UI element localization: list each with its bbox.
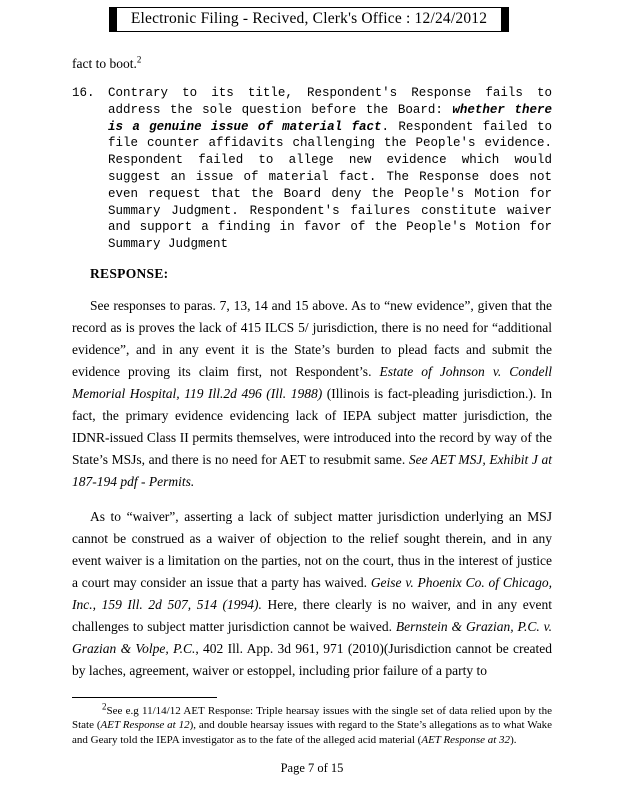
paragraph-segment: Here, there clearly is no waiver, and in any event challenges to subject matter jurisdiction cannot be waived. — [72, 596, 552, 634]
document-content — [0, 56, 618, 776]
footnote-citation: AET Response at 12 — [100, 719, 190, 732]
emphasized-phrase: whether there is a genuine issue of material fact — [108, 102, 552, 134]
footnote-reference-mark: 2 — [136, 54, 142, 65]
page-number: Page 7 of 15 — [280, 761, 344, 776]
paragraph-16-segment: Contrary to its title, Respondent's Response fails to address the sole question before the Board: — [108, 86, 552, 117]
numbered-paragraph-16 — [72, 85, 552, 253]
intro-line — [72, 56, 552, 72]
footnote-separator — [72, 697, 217, 698]
footnote-segment: See e.g 11/14/12 AET Response: Triple hearsay issues with the single set of data relied upon by the State ( — [72, 704, 552, 732]
paragraph-segment: As to “waiver”, asserting a lack of subject matter jurisdiction underlying an MSJ cannot be construed as a waiver of objection to the relief sought therein, and in any event waiver is a limitation on the parties, not on the court, thus in the interest of justice a court may consider an issue that a party has waived. — [72, 508, 552, 590]
paragraph-number: 16. — [72, 86, 95, 100]
response-paragraph-2 — [72, 506, 552, 682]
paragraph-segment: , 402 Ill. App. 3d 961, 971 (2010)(Jurisdiction cannot be created by laches, agreement, waiver or estoppel, including prior failure of a party to — [72, 640, 552, 678]
response-paragraph-1 — [72, 295, 552, 493]
footnote-segment: ). — [510, 733, 517, 746]
footnote-block — [72, 697, 552, 748]
footnote-citation: AET Response at 32 — [421, 733, 511, 746]
footnote-number: 2 — [102, 701, 107, 712]
footnote-segment: ), and double hearsay issues with regard to the State’s allegations as to what Wake and Geary told the IEPA investigator as to the fate of the alleged acid material ( — [72, 719, 552, 746]
paragraph-segment: (Illinois is fact-pleading jurisdiction.). In fact, the primary evidence evidencing lack of IEPA subject matter jurisdiction, the IDNR-issued Class II permits themselves, were introduced into the record by way of the State’s MSJs, and there is no need for AET to resubmit same. — [72, 385, 552, 467]
case-citation: Bernstein & Grazian, P.C. v. Grazian & Volpe, P.C. — [72, 618, 552, 656]
efile-stamp — [109, 7, 509, 32]
stamp-left-bar-icon — [109, 7, 117, 32]
footnote-2 — [72, 701, 552, 748]
paragraph-segment: See responses to paras. 7, 13, 14 and 15 above. As to “new evidence”, given that the record as is proves the lack of 415 ILCS 5/ jurisdiction, there is no need for “additional evidence”, and in any event it is the State’s burden to plead facts and submit the evidence proving its claim first, not Respondent’s. — [72, 297, 552, 379]
paragraph-16-segment: . Respondent failed to file counter affidavits challenging the People's evidence. Respondent failed to allege new evidence which would suggest an issue of material fact. The Response does not even request that the Board deny the People's Motion for Summary Judgment. Respondent's failures constitute waiver and support a finding in favor of the People's Motion for Summary Judgment — [108, 119, 553, 252]
paragraph-16-text — [108, 85, 552, 253]
response-label: RESPONSE: — [90, 265, 169, 281]
case-citation: Estate of Johnson v. Condell Memorial Hospital, 119 Ill.2d 496 (Ill. 1988) — [72, 363, 552, 401]
intro-text: fact to boot. — [72, 56, 137, 71]
case-citation: Geise v. Phoenix Co. of Chicago, Inc., 159 Ill. 2d 507, 514 (1994). — [72, 574, 552, 612]
efile-stamp-text: Electronic Filing - Recived, Clerk's Office : 12/24/2012 — [117, 7, 501, 32]
stamp-right-bar-icon — [501, 7, 509, 32]
exhibit-citation: See AET MSJ, Exhibit J at 187-194 pdf - Permits. — [72, 451, 552, 489]
